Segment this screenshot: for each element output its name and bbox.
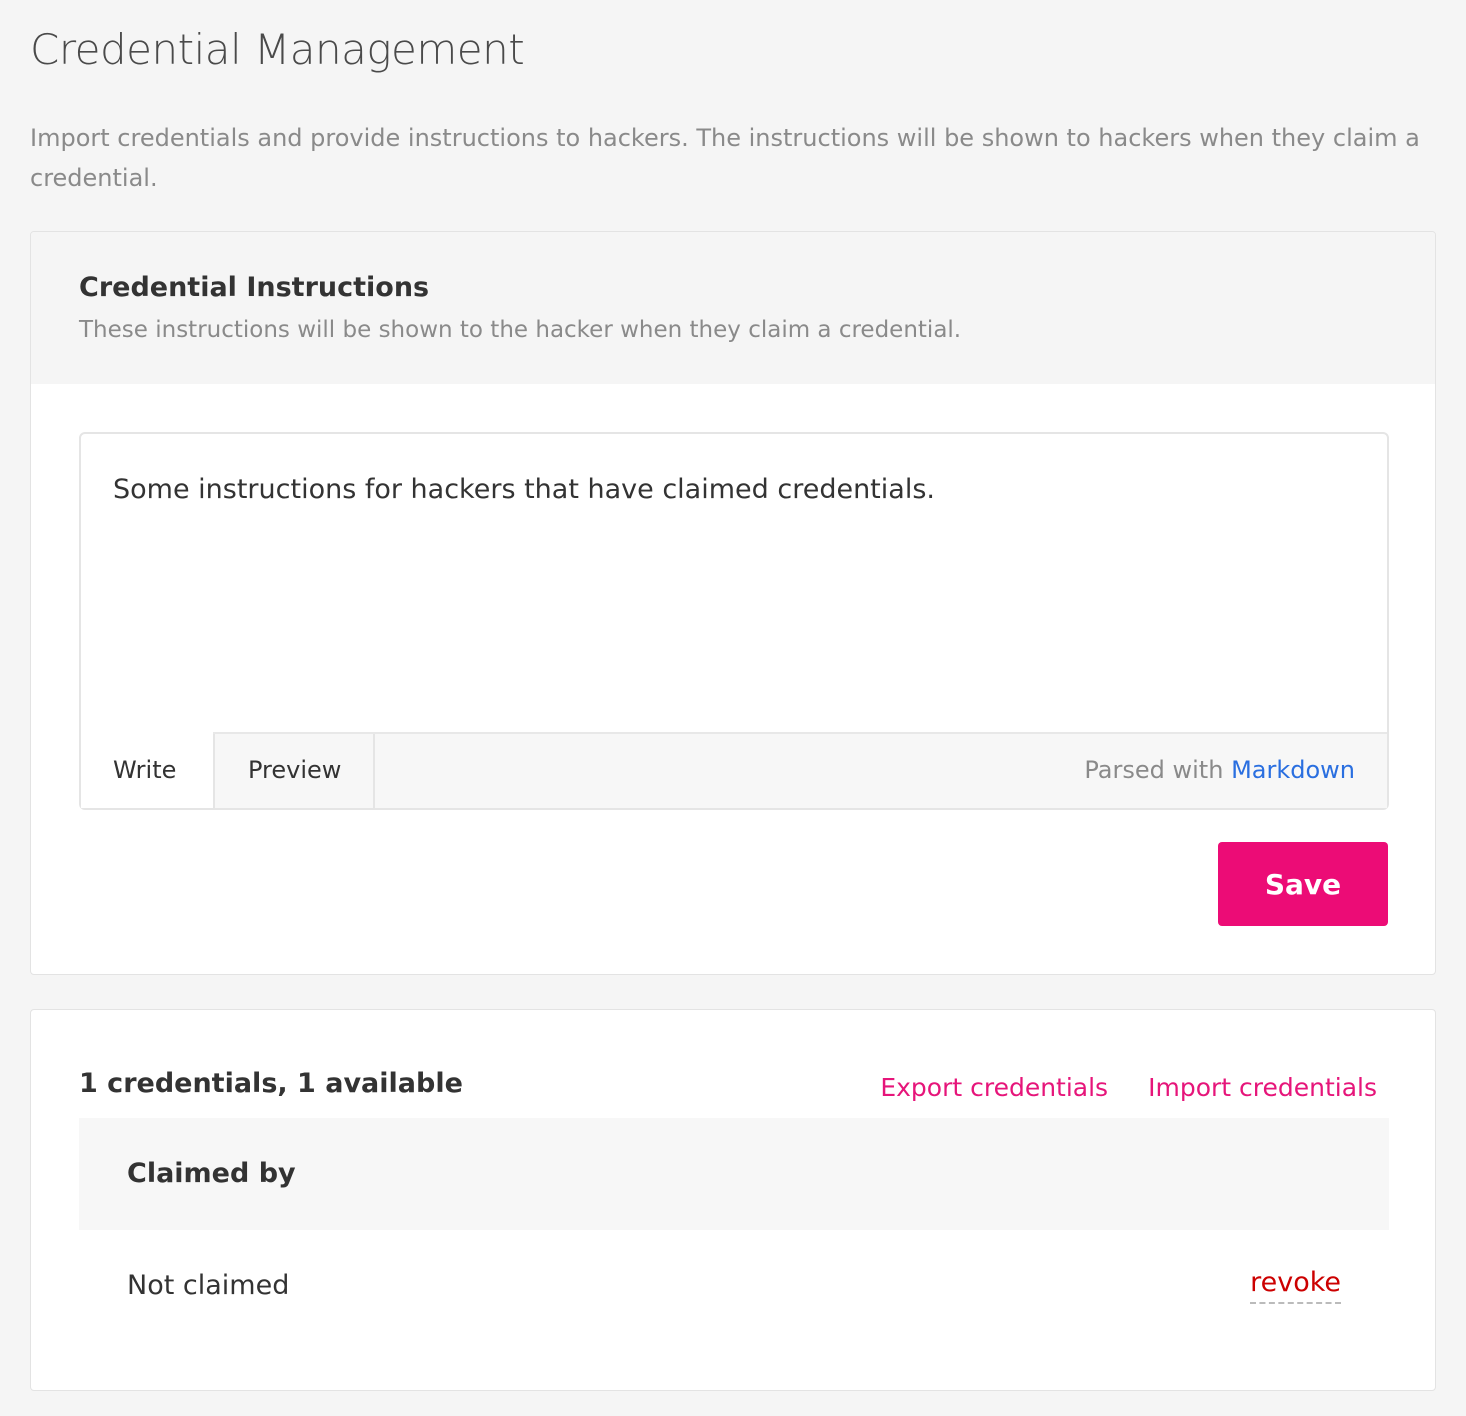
- column-header-claimed-by: Claimed by: [79, 1118, 1389, 1230]
- save-button[interactable]: Save: [1218, 842, 1388, 926]
- editor-footer: [81, 732, 1387, 808]
- claimed-by-cell: Not claimed: [127, 1270, 290, 1301]
- revoke-link[interactable]: revoke: [1250, 1266, 1341, 1304]
- table-row: [79, 1230, 1389, 1342]
- card-header: [31, 232, 1435, 384]
- instructions-textarea[interactable]: Some instructions for hackers that have claimed credentials.: [113, 474, 935, 505]
- credentials-list-card: [30, 1009, 1436, 1391]
- card-title: Credential Instructions: [79, 272, 430, 303]
- credential-instructions-card: [30, 231, 1436, 975]
- parsed-with-label: Parsed with: [1084, 756, 1224, 784]
- credentials-summary: 1 credentials, 1 available: [79, 1068, 463, 1099]
- list-actions: [880, 1070, 1377, 1106]
- markdown-link[interactable]: Markdown: [1231, 756, 1355, 784]
- instructions-editor[interactable]: [79, 432, 1389, 810]
- page-title: Credential Management: [30, 25, 525, 74]
- tab-preview[interactable]: Preview: [213, 734, 375, 808]
- tab-write[interactable]: Write: [81, 732, 213, 808]
- import-credentials-link[interactable]: Import credentials: [1148, 1073, 1377, 1102]
- card-subtitle: These instructions will be shown to the hacker when they claim a credential.: [79, 317, 962, 343]
- page-description: Import credentials and provide instructions to hackers. The instructions will be shown to hackers when they claim a credential.: [30, 124, 1420, 192]
- markdown-note: [1084, 734, 1387, 808]
- credentials-table: [79, 1118, 1389, 1342]
- export-credentials-link[interactable]: Export credentials: [880, 1073, 1109, 1102]
